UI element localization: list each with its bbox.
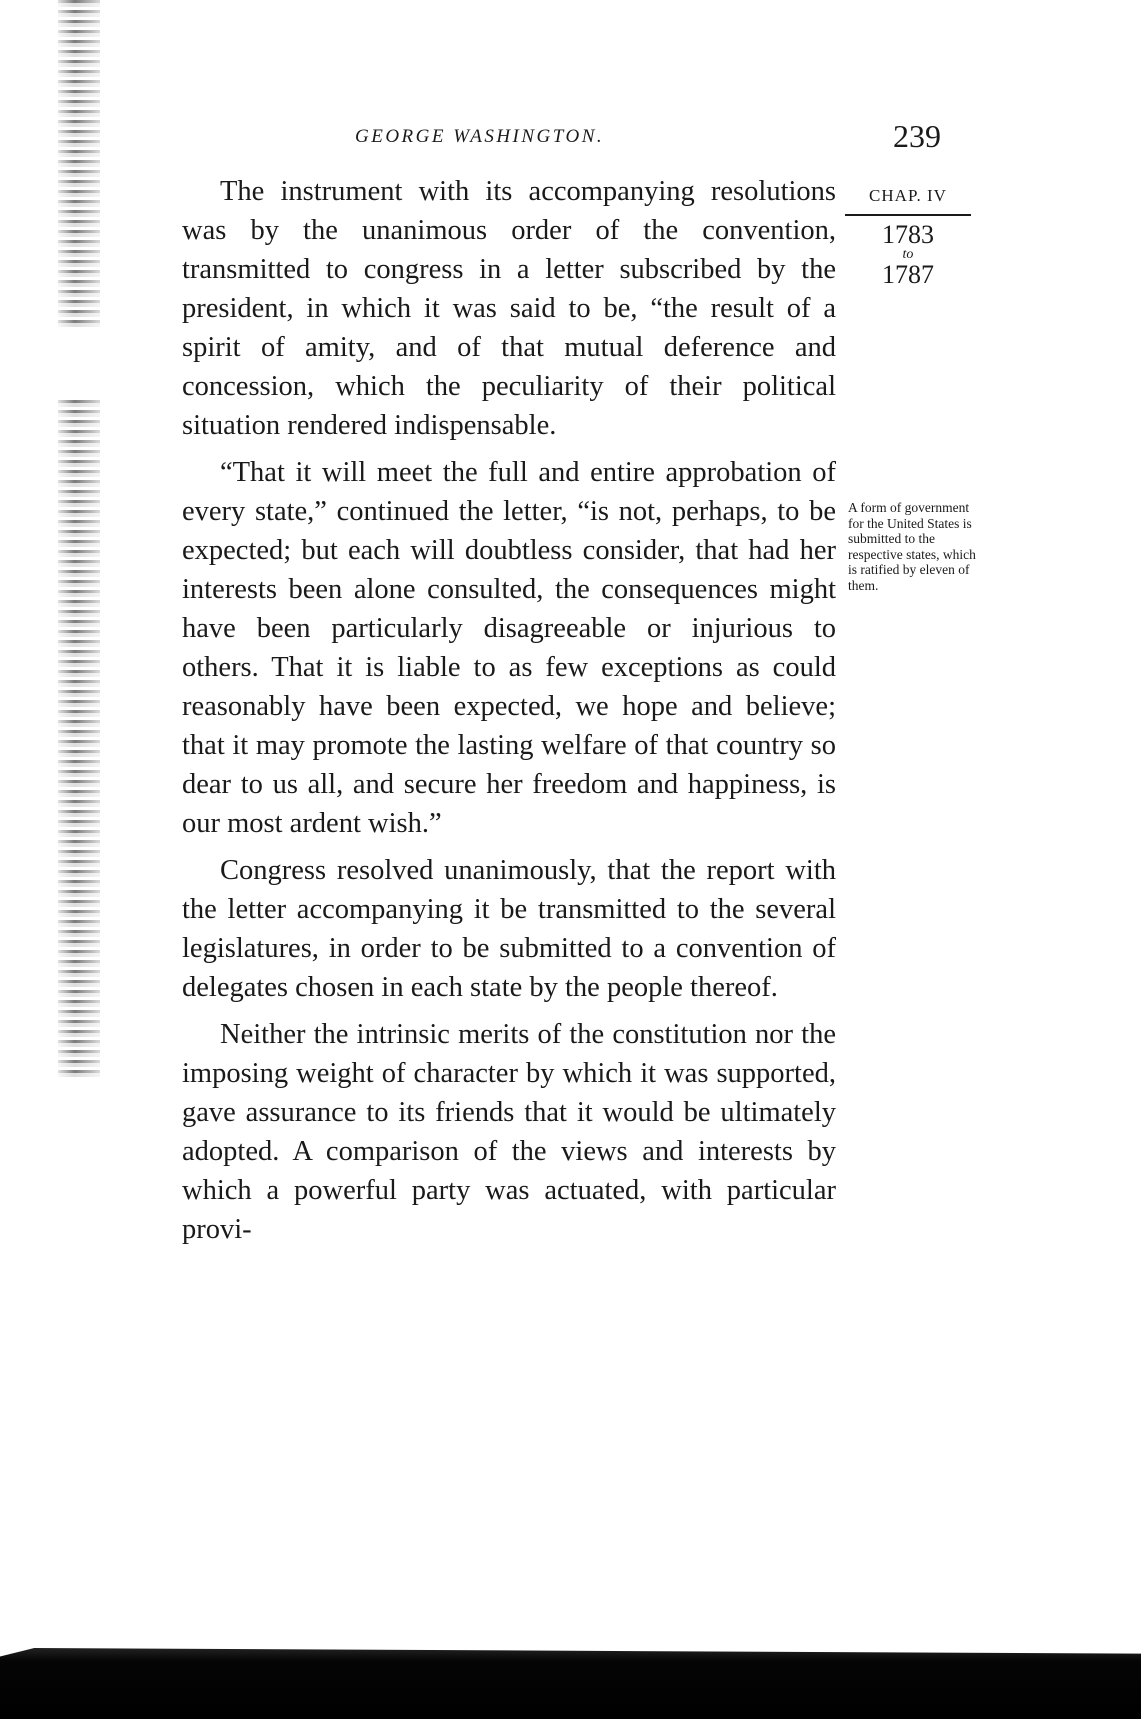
year-from: 1783 [882, 220, 934, 249]
chapter-margin-head [845, 186, 971, 288]
paragraph: Congress resolved unanimously, that the report with the letter accompanying it be transmitted to the several legislatures, in order to be submitted to a convention of delegates chosen in each state by the people thereof. [182, 855, 836, 1003]
year-to: 1787 [882, 260, 934, 289]
year-separator: to [902, 247, 914, 262]
chapter-label: CHAP. IV [845, 186, 971, 216]
scan-binding-edge [58, 0, 100, 1080]
scan-bottom-shadow [0, 1648, 1141, 1719]
body-text [182, 172, 836, 1257]
scan-binding-gap [55, 330, 105, 400]
margin-sidenote: A form of government for the United States is submitted to the respective states, which is ratified by eleven of them. [848, 500, 976, 593]
paragraph: The instrument with its accompanying resolutions was by the unanimous order of the convention, transmitted to congress in a letter subscribed by the president, in which it was said to be, “the result of a spirit of amity, and of that mutual deference and concession, which the peculiarity of their political situation rendered indispensable. [182, 176, 836, 441]
paragraph: “That it will meet the full and entire approbation of every state,” continued the letter, “is not, perhaps, to be expected; but each will doubtless consider, that had her interests been alone consulted, the consequences might have been particularly disagreeable or injurious to others. That it is liable to as few exceptions as could reasonably have been expected, we hope and believe; that it may promote the lasting welfare of that country so dear to us all, and secure her freedom and happiness, is our most ardent wish.” [182, 457, 836, 839]
page-number: 239 [893, 118, 941, 154]
running-head: GEORGE WASHINGTON. [355, 126, 605, 147]
paragraph: Neither the intrinsic merits of the constitution nor the imposing weight of character by which it was supported, gave assurance to its friends that it would be ultimately adopted. A comparison of the views and interests by which a powerful party was actuated, with particular provi- [182, 1019, 836, 1245]
